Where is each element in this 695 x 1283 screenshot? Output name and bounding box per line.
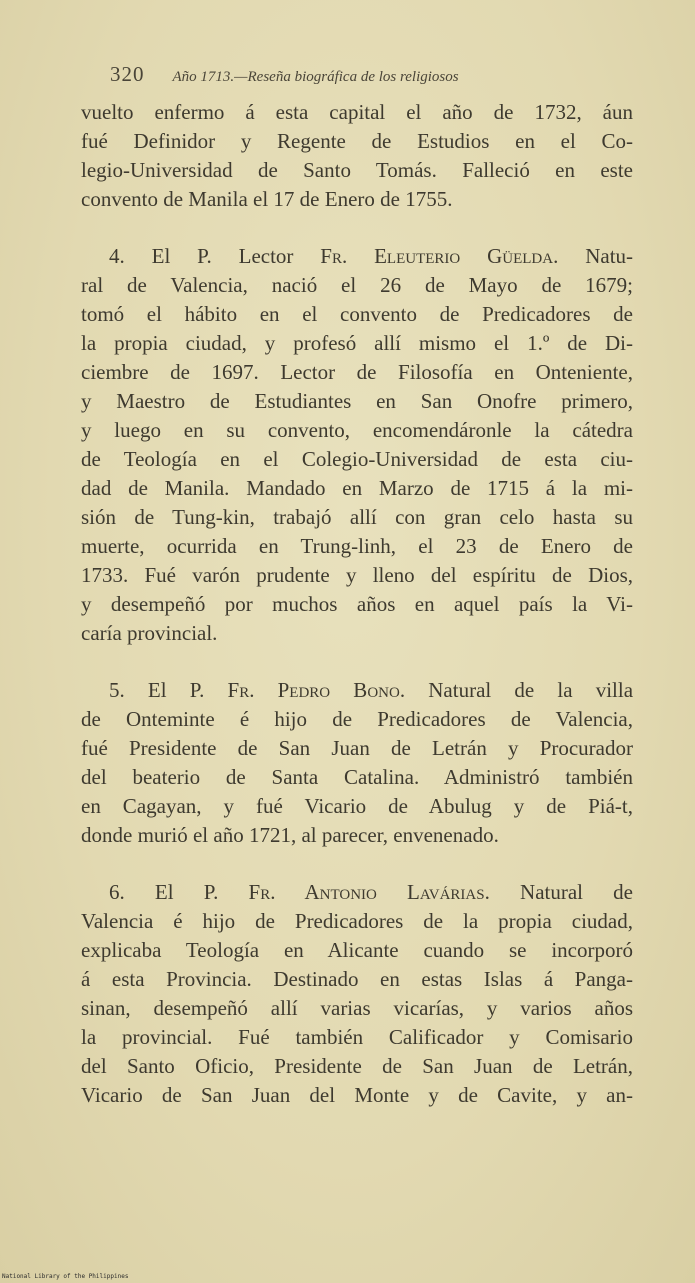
text-line: tomó el hábito en el convento de Predicadores de [81, 302, 633, 326]
text-line: ciembre de 1697. Lector de Filosofía en Onteniente, [81, 360, 633, 384]
library-credit: National Library of the Philippines [2, 1273, 129, 1280]
entry-title: El P. [147, 678, 205, 702]
text-line: sión de Tung-kin, trabajó allí con gran celo hasta su [81, 505, 633, 529]
text-line: la propia ciudad, y profesó allí mismo el 1.º de Di- [81, 331, 633, 355]
text-line: sinan, desempeñó allí varias vicarías, y varios años [81, 996, 633, 1020]
entry-first-line [81, 676, 633, 705]
text-line: Natural de [520, 880, 633, 904]
text-line: convento de Manila el 17 de Enero de 1755. [81, 187, 453, 211]
text-line: y Maestro de Estudiantes en San Onofre primero, [81, 389, 633, 413]
text-line: y luego en su convento, encomendáronle la cátedra [81, 418, 633, 442]
entry-number: 5. [109, 678, 125, 702]
entry-first-line [81, 878, 633, 907]
paragraph-entry-5 [81, 676, 633, 850]
text-line: de Teología en el Colegio-Universidad de esta ciu- [81, 447, 633, 471]
text-line: á esta Provincia. Destinado en estas Islas á Panga- [81, 967, 633, 991]
entry-number: 6. [109, 880, 125, 904]
text-line: Vicario de San Juan del Monte y de Cavite, y an- [81, 1083, 633, 1107]
text-line: donde murió el año 1721, al parecer, envenenado. [81, 823, 499, 847]
running-title: Año 1713.—Reseña biográfica de los religiosos [172, 69, 459, 85]
text-line: del Santo Oficio, Presidente de San Juan de Letrán, [81, 1054, 633, 1078]
paragraph-entry-6 [81, 878, 633, 1110]
paragraph-entry-4 [81, 242, 633, 648]
entry-name: Fr. Pedro Bono. [227, 678, 406, 702]
text-line: fué Presidente de San Juan de Letrán y Procurador [81, 736, 633, 760]
page-number: 320 [110, 62, 145, 86]
text-line: explicaba Teología en Alicante cuando se incorporó [81, 938, 633, 962]
body-text [81, 98, 633, 1110]
entry-title: El P. Lector [151, 244, 294, 268]
text-line: vuelto enfermo á esta capital el año de 1732, áun [81, 100, 633, 124]
entry-name: Fr. Eleuterio Güelda. [320, 244, 559, 268]
text-line: del beaterio de Santa Catalina. Administró también [81, 765, 633, 789]
text-line: y desempeñó por muchos años en aquel país la Vi- [81, 592, 633, 616]
text-line: Valencia é hijo de Predicadores de la propia ciudad, [81, 909, 633, 933]
text-line: de Onteminte é hijo de Predicadores de Valencia, [81, 707, 633, 731]
text-line: 1733. Fué varón prudente y lleno del espíritu de Dios, [81, 563, 633, 587]
text-line: en Cagayan, y fué Vicario de Abulug y de Piá-t, [81, 794, 633, 818]
text-line: dad de Manila. Mandado en Marzo de 1715 á la mi- [81, 476, 633, 500]
entry-number: 4. [109, 244, 125, 268]
entry-name: Fr. Antonio Lavárias. [248, 880, 490, 904]
text-line: ral de Valencia, nació el 26 de Mayo de 1679; [81, 273, 633, 297]
paragraph-continuation [81, 98, 633, 214]
running-head [110, 62, 630, 90]
text-line: caría provincial. [81, 621, 218, 645]
text-line: Natural de la villa [428, 678, 634, 702]
text-line: fué Definidor y Regente de Estudios en el Co- [81, 129, 633, 153]
text-line: Natu- [585, 244, 634, 268]
entry-first-line [81, 242, 633, 271]
text-line: muerte, ocurrida en Trung-linh, el 23 de Enero de [81, 534, 633, 558]
text-line: la provincial. Fué también Calificador y Comisario [81, 1025, 633, 1049]
entry-title: El P. [154, 880, 219, 904]
text-line: legio-Universidad de Santo Tomás. Falleció en este [81, 158, 633, 182]
